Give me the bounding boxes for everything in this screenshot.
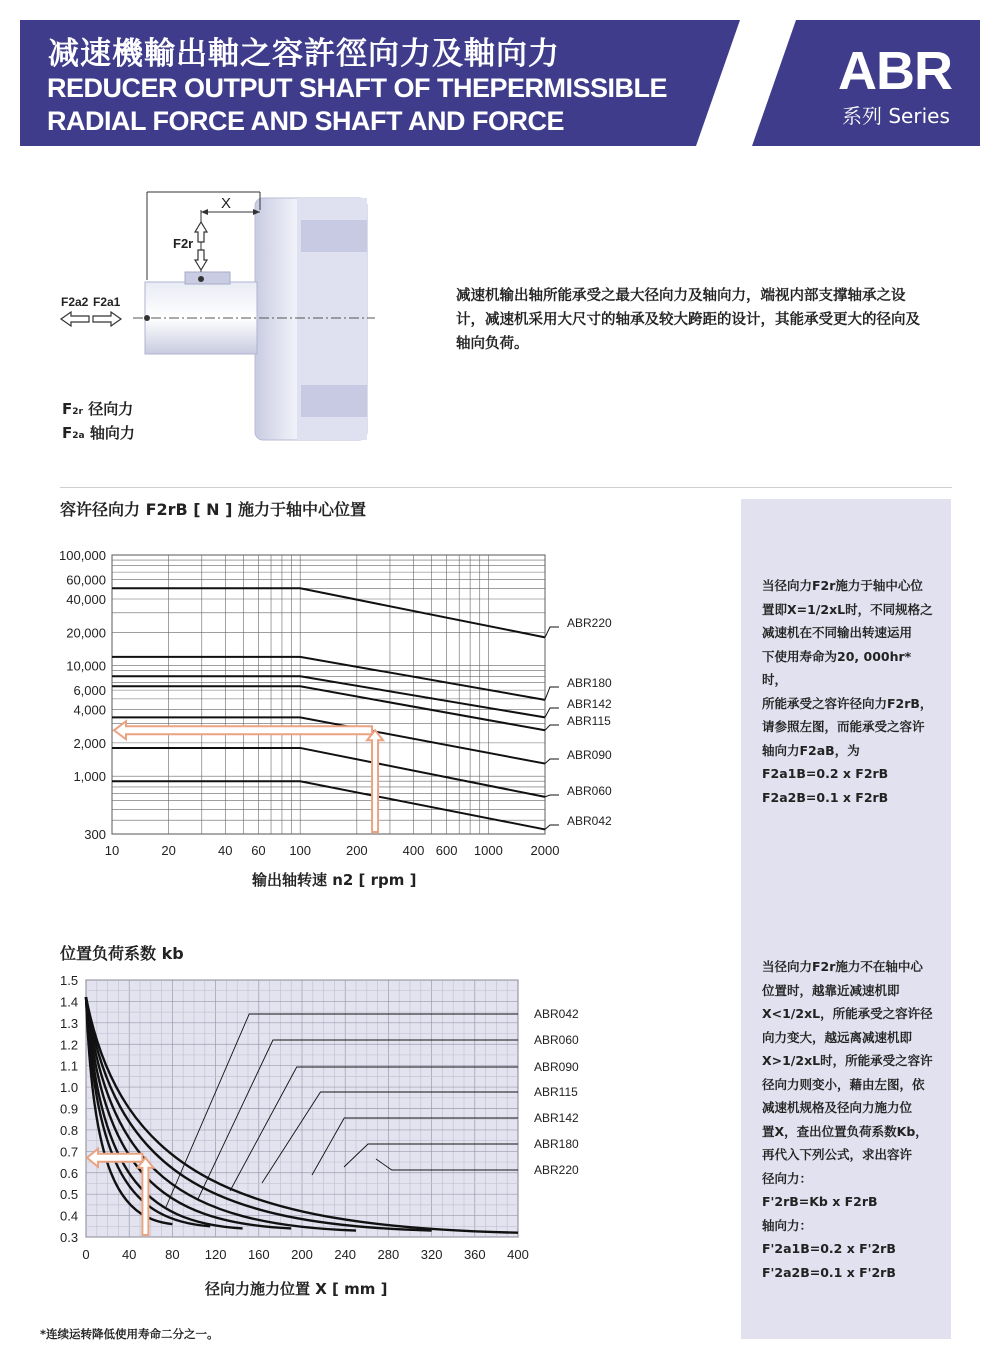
page-title-en-line1: REDUCER OUTPUT SHAFT OF THEPERMISSIBLE (47, 73, 668, 103)
x-tick-label: 2000 (530, 843, 560, 858)
series-leader-abr090 (545, 759, 559, 764)
series-label-abr142: ABR142 (534, 1111, 579, 1125)
series-label-abr090: ABR090 (534, 1060, 579, 1074)
axial-force-arrows (61, 312, 121, 326)
side-note-1: 当径向力F2r施力于轴中心位 置即X=1/2xL时，不同规格之 减速机在不同输出转速运用 下使用寿命为20, 000hr* 时， 所能承受之容许径向力F2rB， 请参照左图，而能承受之容许 轴向力F2aB，为 F2a1B=0.2 x F2rB F2a2B=0.1 x F2rB (762, 578, 933, 805)
y-tick-label: 0.7 (60, 1144, 79, 1160)
page-title-en-line2: RADIAL FORCE AND SHAFT AND FORCE (47, 106, 564, 136)
y-tick-label: 10,000 (66, 658, 106, 674)
page-title-cn: 减速機輸出軸之容許徑向力及軸向力 (48, 36, 560, 72)
series-label-abr142: ABR142 (567, 697, 612, 711)
x-tick-label: 240 (334, 1247, 357, 1262)
y-tick-label: 1,000 (73, 769, 106, 785)
y-tick-label: 0.9 (60, 1101, 79, 1117)
series-label-abr060: ABR060 (534, 1033, 579, 1047)
x-tick-label: 40 (121, 1247, 137, 1262)
legend-f2a: F2a 轴向力 (62, 424, 135, 442)
y-tick-label: 300 (84, 827, 106, 842)
x-tick-label: 10 (104, 843, 120, 858)
radial-force-chart (0, 540, 640, 900)
x-tick-label: 200 (345, 843, 368, 858)
chart2-title: 位置负荷系数 kb (60, 944, 184, 963)
f2a1-label: F2a1 (93, 295, 121, 309)
x-tick-label: 20 (161, 843, 176, 858)
section-divider (60, 487, 952, 488)
dimension-x-label: X (221, 195, 232, 212)
x-tick-label: 0 (82, 1247, 90, 1262)
description-text: 减速机输出轴所能承受之最大径向力及轴向力，端视内部支撑轴承之设计，减速机采用大尺寸的轴承及较大跨距的设计，其能承受更大的径向及轴向负荷。 (456, 288, 920, 352)
x-tick-label: 400 (402, 843, 425, 858)
y-tick-label: 1.4 (60, 994, 79, 1010)
y-tick-label: 100,000 (59, 548, 106, 563)
x-tick-label: 60 (251, 843, 266, 858)
series-leader-abr142 (545, 708, 559, 717)
series-label-abr180: ABR180 (567, 676, 612, 690)
f2r-label: F2r (173, 236, 194, 251)
x-tick-label: 1000 (473, 843, 503, 858)
y-tick-label: 2,000 (73, 735, 106, 751)
footnote: *连续运转降低使用寿命二分之一。 (40, 1327, 219, 1341)
series-label-abr220: ABR220 (567, 616, 612, 630)
series-label-abr060: ABR060 (567, 784, 612, 798)
x-tick-label: 80 (165, 1247, 180, 1262)
y-tick-label: 0.5 (60, 1187, 79, 1203)
y-tick-label: 0.3 (60, 1230, 79, 1245)
series-label-abr115: ABR115 (567, 714, 611, 728)
x-tick-label: 320 (420, 1247, 443, 1262)
series-label: 系列 Series (842, 104, 950, 128)
series-label-abr042: ABR042 (567, 814, 612, 828)
x-tick-label: 40 (218, 843, 233, 858)
x-tick-label: 120 (204, 1247, 227, 1262)
x-tick-label: 280 (377, 1247, 400, 1262)
y-tick-label: 0.6 (60, 1165, 79, 1181)
x-tick-label: 160 (247, 1247, 270, 1262)
series-leader-abr115 (545, 725, 559, 730)
plot-area (112, 555, 545, 834)
series-leader-abr060 (545, 795, 559, 797)
x-tick-label: 600 (435, 843, 458, 858)
chart1-xlabel: 输出轴转速 n2 [ rpm ] (252, 871, 417, 889)
y-tick-label: 1.0 (60, 1080, 79, 1096)
series-leader-abr220 (545, 627, 559, 637)
series-leader-abr180 (545, 687, 559, 700)
y-tick-label: 1.2 (60, 1037, 79, 1053)
position-factor-chart (0, 968, 640, 1268)
chart2-xlabel: 径向力施力位置 X [ mm ] (205, 1280, 388, 1298)
y-tick-label: 4,000 (73, 702, 106, 718)
series-label-abr115: ABR115 (534, 1085, 578, 1099)
y-tick-label: 1.5 (60, 973, 79, 988)
x-tick-label: 400 (507, 1247, 529, 1262)
series-leader-abr042 (545, 825, 559, 829)
series-label-abr220: ABR220 (534, 1163, 579, 1177)
y-tick-label: 1.3 (60, 1015, 79, 1031)
legend-f2r: F2r 径向力 (62, 400, 134, 418)
y-tick-label: 6,000 (73, 683, 106, 699)
series-label-abr042: ABR042 (534, 1007, 579, 1021)
y-tick-label: 40,000 (66, 592, 106, 608)
f2a2-label: F2a2 (61, 295, 89, 309)
y-tick-label: 20,000 (66, 625, 106, 641)
series-label-abr180: ABR180 (534, 1137, 579, 1151)
y-tick-label: 1.1 (60, 1058, 79, 1074)
y-tick-label: 0.8 (60, 1122, 79, 1138)
x-tick-label: 100 (289, 843, 312, 858)
x-tick-label: 200 (291, 1247, 313, 1262)
series-label-abr090: ABR090 (567, 748, 612, 762)
y-tick-label: 0.4 (60, 1208, 79, 1224)
chart1-title: 容许径向力 F2rB [ N ] 施力于轴中心位置 (60, 500, 367, 519)
x-tick-label: 360 (463, 1247, 486, 1262)
brand-label: ABR (838, 41, 952, 101)
y-tick-label: 60,000 (66, 572, 106, 588)
side-note-2: 当径向力F2r施力不在轴中心 位置时，越靠近减速机即 X<1/2xL，所能承受之容许径 向力变大，越远离减速机即 X>1/2xL时，所能承受之容许 径向力则变小，藉由左图，依 减速机规格及径向力施力位 置X，查出位置负荷系数Kb， 再代入下列公式，求出容许 径向力： F'2rB=Kb x F2rB 轴向力： F'2a1B=0.2 x F'2rB F'2a2B=0.1 x F'2rB (762, 959, 933, 1280)
